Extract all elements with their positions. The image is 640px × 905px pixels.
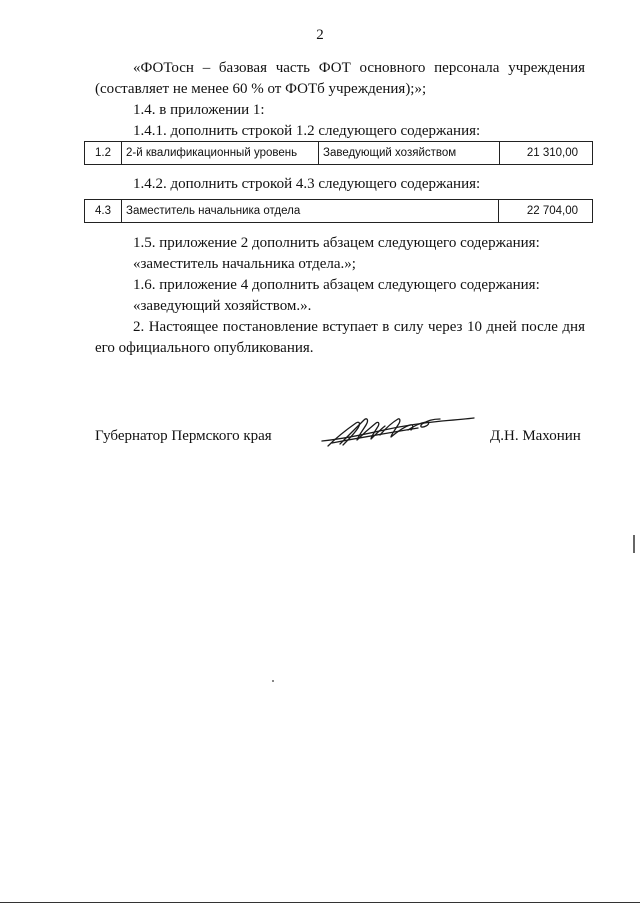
item-1-5-line-2: «заместитель начальника отдела.»; [133, 256, 356, 272]
row-number-cell: 4.3 [85, 200, 122, 223]
table-row-1-2 [84, 141, 593, 165]
position-cell: Заместитель начальника отдела [122, 200, 499, 223]
paragraph-fot-line-1: «ФОТосн – базовая часть ФОТ основного персонала учреждения [133, 60, 585, 76]
item-1-4-2: 1.4.2. дополнить строкой 4.3 следующего содержания: [133, 176, 481, 192]
page-number: 2 [316, 27, 324, 43]
item-2-line-1: 2. Настоящее постановление вступает в силу через 10 дней после дня [133, 319, 585, 335]
salary-cell: 22 704,00 [499, 200, 593, 223]
scan-dot [272, 680, 274, 682]
salary-cell: 21 310,00 [500, 142, 593, 165]
handwritten-signature [318, 408, 478, 458]
paragraph-fot-line-2: (составляет не менее 60 % от ФОТб учреждения);»; [95, 81, 427, 97]
item-1-4: 1.4. в приложении 1: [133, 102, 265, 118]
scan-edge-mark [633, 535, 635, 553]
position-cell: Заведующий хозяйством [319, 142, 500, 165]
item-2-line-2: его официального опубликования. [95, 340, 314, 356]
table-row-4-3 [84, 199, 593, 223]
item-1-4-1: 1.4.1. дополнить строкой 1.2 следующего содержания: [133, 123, 481, 139]
signatory-name: Д.Н. Махонин [490, 428, 581, 444]
row-number-cell: 1.2 [85, 142, 122, 165]
item-1-6-line-2: «заведующий хозяйством.». [133, 298, 312, 314]
item-1-5-line-1: 1.5. приложение 2 дополнить абзацем следующего содержания: [133, 235, 540, 251]
qualification-group-cell: 2-й квалификационный уровень [122, 142, 319, 165]
signatory-role: Губернатор Пермского края [95, 428, 272, 444]
page-bottom-border [0, 902, 640, 903]
item-1-6-line-1: 1.6. приложение 4 дополнить абзацем следующего содержания: [133, 277, 540, 293]
